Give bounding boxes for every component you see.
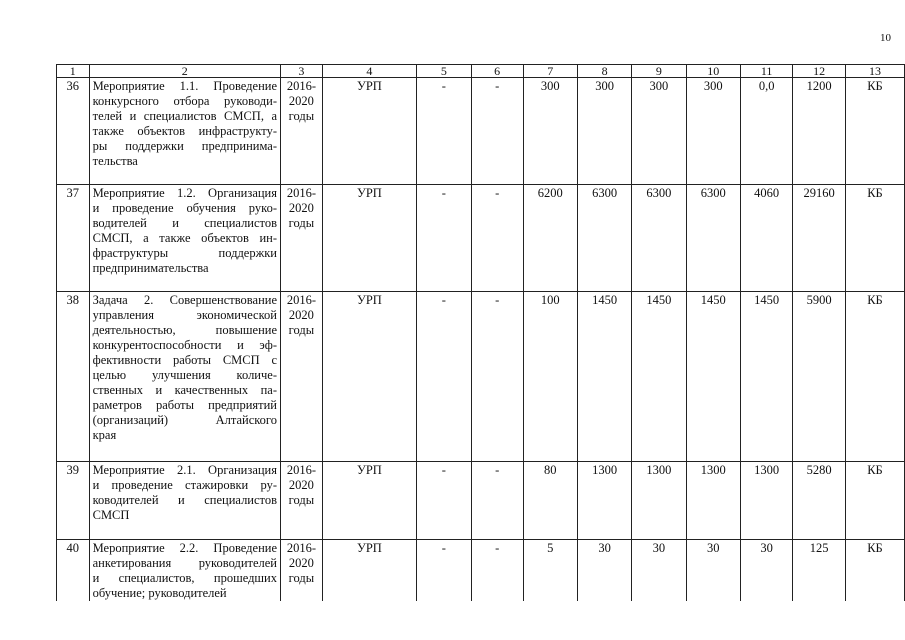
value-cell: 0,0 [740,78,792,185]
value-cell: 1450 [740,292,792,462]
column-number-row [57,65,905,78]
value-cell: - [417,540,472,602]
description-line: фективности работы СМСП с [92,353,277,367]
value-cell: 300 [523,78,577,185]
row-number-cell: 39 [57,462,90,540]
description-line: конкурентоспособности и эф- [92,338,277,352]
period-line: 2016- [286,293,316,307]
description-line: и проведение стажировки ру- [92,478,277,492]
total-cell: 1200 [793,78,846,185]
value-cell: 1450 [577,292,631,462]
value-cell: 1300 [577,462,631,540]
description-line: и проведение обучения руко- [92,201,277,215]
header-cell: 9 [632,65,686,78]
description-line: СМСП [92,508,130,522]
header-cell: 3 [281,65,323,78]
value-cell: 1300 [686,462,740,540]
value-cell: - [471,78,523,185]
value-cell: 30 [740,540,792,602]
period-line: 2020 [288,478,314,492]
value-cell: 300 [686,78,740,185]
executor-cell: УРП [322,540,416,602]
period-cell [281,540,323,602]
description-line: раметров работы предприятий [92,398,277,412]
period-line: годы [288,323,315,337]
funding-source-cell: КБ [845,185,904,292]
description-line: Мероприятие 2.1. Организация [92,463,277,477]
description-line: (организаций) Алтайского [92,413,277,427]
value-cell: - [471,540,523,602]
description-line: анкетирования руководителей [92,556,277,570]
header-cell: 4 [322,65,416,78]
funding-source-cell: КБ [845,540,904,602]
description-line: целью улучшения количе- [92,368,277,382]
description-line: водителей и специалистов [92,216,277,230]
value-cell: 1300 [740,462,792,540]
measure-description-cell [89,462,280,540]
value-cell: - [471,292,523,462]
value-cell: - [417,462,472,540]
value-cell: 5 [523,540,577,602]
description-line: СМСП, а также объектов ин- [92,231,277,245]
row-number-cell: 36 [57,78,90,185]
executor-cell: УРП [322,462,416,540]
description-line: управления экономической [92,308,277,322]
description-line: Задача 2. Совершенствование [92,293,277,307]
value-cell: 300 [577,78,631,185]
period-line: 2016- [286,186,316,200]
row-number-cell: 38 [57,292,90,462]
executor-cell: УРП [322,292,416,462]
description-line: деятельностью, повышение [92,323,277,337]
funding-source-cell: КБ [845,292,904,462]
description-line: предпринимательства [92,261,209,275]
executor-cell: УРП [322,185,416,292]
header-cell: 8 [577,65,631,78]
table-row [57,78,905,185]
period-line: 2016- [286,79,316,93]
header-cell: 11 [740,65,792,78]
value-cell: 1450 [632,292,686,462]
description-line: обучение; руководителей [92,586,227,600]
header-cell: 6 [471,65,523,78]
measure-description-cell [89,185,280,292]
period-line: годы [288,571,315,585]
header-cell: 1 [57,65,90,78]
executor-cell: УРП [322,78,416,185]
value-cell: 4060 [740,185,792,292]
value-cell: 30 [577,540,631,602]
value-cell: 30 [686,540,740,602]
period-line: годы [288,493,315,507]
description-line: тельства [92,154,138,168]
description-line: Мероприятие 1.1. Проведение [92,79,277,93]
description-line: края [92,428,117,442]
table-row [57,540,905,602]
row-number-cell: 37 [57,185,90,292]
description-line: Мероприятие 1.2. Организация [92,186,277,200]
period-line: 2020 [288,94,314,108]
measure-description-cell [89,78,280,185]
description-line: телей и специалистов СМСП, а [92,109,277,123]
period-line: 2020 [288,308,314,322]
header-cell: 2 [89,65,280,78]
table-row [57,462,905,540]
description-line: Мероприятие 2.2. Проведение [92,541,277,555]
value-cell: - [417,292,472,462]
total-cell: 125 [793,540,846,602]
period-cell [281,185,323,292]
value-cell: 300 [632,78,686,185]
value-cell: 6300 [632,185,686,292]
header-cell: 7 [523,65,577,78]
value-cell: 30 [632,540,686,602]
period-line: годы [288,216,315,230]
page-number: 10 [880,32,891,44]
period-cell [281,292,323,462]
measure-description-cell [89,292,280,462]
period-line: 2016- [286,541,316,555]
header-cell: 12 [793,65,846,78]
description-line: фраструктуры поддержки [92,246,277,260]
description-line: конкурсного отбора руководи- [92,94,277,108]
header-cell: 10 [686,65,740,78]
funding-source-cell: КБ [845,78,904,185]
value-cell: 1450 [686,292,740,462]
table-row [57,185,905,292]
program-measures-table [56,64,905,601]
value-cell: 100 [523,292,577,462]
period-cell [281,78,323,185]
value-cell: 80 [523,462,577,540]
value-cell: - [471,185,523,292]
header-cell: 5 [417,65,472,78]
value-cell: - [417,185,472,292]
value-cell: - [471,462,523,540]
value-cell: 6300 [686,185,740,292]
row-number-cell: 40 [57,540,90,602]
description-line: ководителей и специалистов [92,493,277,507]
period-cell [281,462,323,540]
total-cell: 29160 [793,185,846,292]
period-line: годы [288,109,315,123]
description-line: ственных и качественных па- [92,383,277,397]
description-line: также объектов инфраструкту- [92,124,277,138]
value-cell: 1300 [632,462,686,540]
value-cell: - [417,78,472,185]
period-line: 2020 [288,556,314,570]
total-cell: 5280 [793,462,846,540]
table-row [57,292,905,462]
measure-description-cell [89,540,280,602]
period-line: 2016- [286,463,316,477]
funding-source-cell: КБ [845,462,904,540]
description-line: и специалистов, прошедших [92,571,277,585]
period-line: 2020 [288,201,314,215]
value-cell: 6300 [577,185,631,292]
description-line: ры поддержки предпринима- [92,139,277,153]
header-cell: 13 [845,65,904,78]
value-cell: 6200 [523,185,577,292]
total-cell: 5900 [793,292,846,462]
